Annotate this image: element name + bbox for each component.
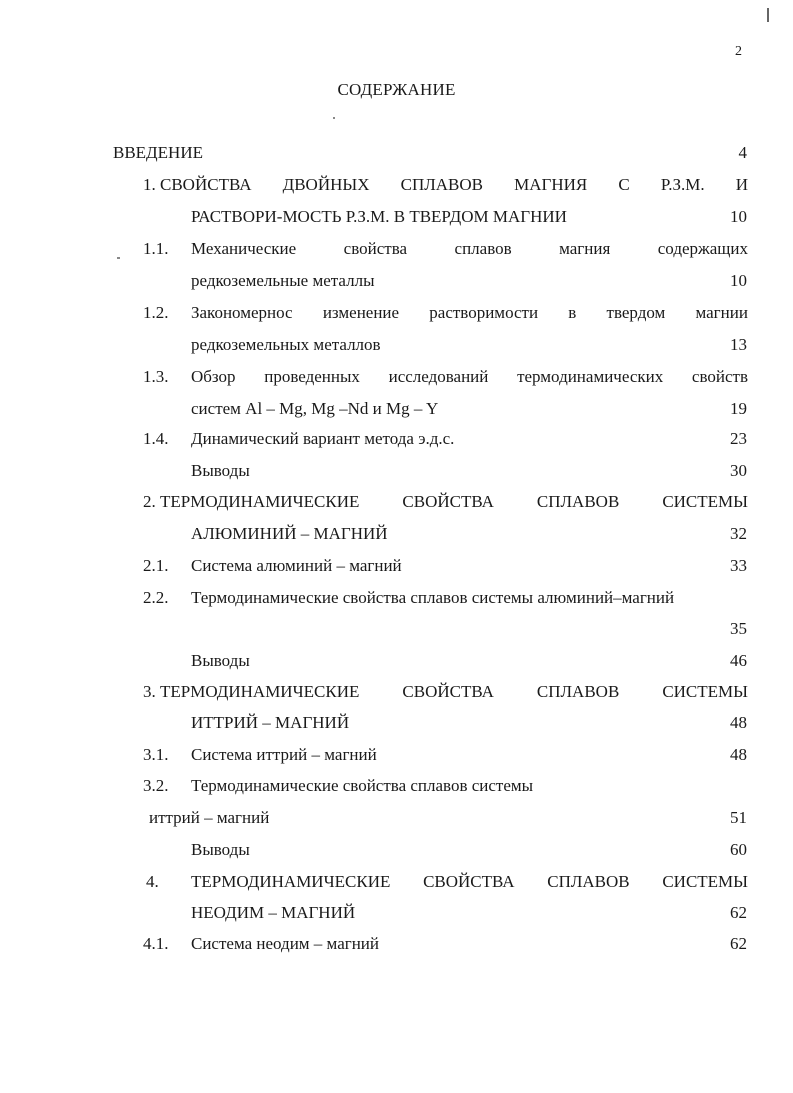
page-title: СОДЕРЖАНИЕ [337,80,456,99]
scan-speck [333,117,335,119]
toc-number-1-1: 1.1. [143,239,169,258]
toc-section-1-3-line2: систем Al – Mg, Mg –Nd и Mg – Y [191,399,439,418]
toc-chapter-4-line2: НЕОДИМ – МАГНИЙ [191,903,356,922]
toc-page-1-4: 23 [730,429,747,448]
toc-page-2-1: 33 [730,556,747,575]
toc-entry-intro: ВВЕДЕНИЕ [113,143,203,162]
toc-chapter-2-line2: АЛЮМИНИЙ – МАГНИЙ [191,524,388,543]
toc-conclusions-3: Выводы [191,840,250,859]
toc-number-2-1: 2.1. [143,556,169,575]
toc-page-3-1: 48 [730,745,747,764]
toc-number-1-2: 1.2. [143,303,169,322]
toc-page-conclusions-2: 46 [730,651,747,670]
toc-number-2-2: 2.2. [143,588,169,607]
toc-number-1-3: 1.3. [143,367,169,386]
toc-section-3-2-line2: иттрий – магний [149,808,270,827]
toc-page-chapter-3: 48 [730,713,747,732]
scan-mark [767,8,769,22]
toc-page-chapter-1: 10 [730,207,747,226]
toc-page-1-3: 19 [730,399,747,418]
page-number: 2 [735,44,742,59]
toc-conclusions-2: Выводы [191,651,250,670]
toc-page-chapter-4: 62 [730,903,747,922]
toc-chapter-1-line1: 1. СВОЙСТВА ДВОЙНЫХ СПЛАВОВ МАГНИЯ С Р.З.М. И [143,175,748,194]
toc-number-3-2: 3.2. [143,776,169,795]
toc-number-chapter-4: 4. [146,872,159,891]
toc-chapter-1-line2: РАСТВОРИ-МОСТЬ Р.З.М. В ТВЕРДОМ МАГНИИ [191,207,567,226]
toc-section-3-2-line1: Термодинамические свойства сплавов системы [191,776,534,795]
scan-speck [117,257,120,259]
toc-section-1-1-line2: редкоземельные металлы [191,271,375,290]
toc-page-2-2: 35 [730,619,747,638]
toc-number-4-1: 4.1. [143,934,169,953]
toc-number-1-4: 1.4. [143,429,169,448]
toc-page-conclusions-1: 30 [730,461,747,480]
toc-section-1-2-line2: редкоземельных металлов [191,335,381,354]
toc-page-1-1: 10 [730,271,747,290]
toc-page-3-2: 51 [730,808,747,827]
toc-conclusions-1: Выводы [191,461,250,480]
toc-page-1-2: 13 [730,335,747,354]
toc-number-3-1: 3.1. [143,745,169,764]
toc-section-1-1-line1: Механические свойства сплавов магния содержащих [191,239,748,258]
toc-chapter-3-line2: ИТТРИЙ – МАГНИЙ [191,713,350,732]
toc-chapter-2-line1: 2. ТЕРМОДИНАМИЧЕСКИЕ СВОЙСТВА СПЛАВОВ СИСТЕМЫ [143,492,748,511]
toc-section-1-4: Динамический вариант метода э.д.с. [191,429,455,448]
toc-chapter-4-line1: ТЕРМОДИНАМИЧЕСКИЕ СВОЙСТВА СПЛАВОВ СИСТЕМЫ [191,872,748,891]
toc-page-4-1: 62 [730,934,747,953]
toc-section-1-3-line1: Обзор проведенных исследований термодинамических свойств [191,367,748,386]
toc-page-chapter-2: 32 [730,524,747,543]
toc-page-intro: 4 [738,143,747,162]
toc-section-2-2: Термодинамические свойства сплавов системы алюминий–магний [191,588,675,607]
toc-page-conclusions-3: 60 [730,840,747,859]
toc-section-2-1: Система алюминий – магний [191,556,402,575]
toc-section-3-1: Система иттрий – магний [191,745,377,764]
toc-section-1-2-line1: Закономернос изменение растворимости в твердом магнии [191,303,748,322]
toc-section-4-1: Система неодим – магний [191,934,380,953]
toc-chapter-3-line1: 3. ТЕРМОДИНАМИЧЕСКИЕ СВОЙСТВА СПЛАВОВ СИСТЕМЫ [143,682,748,701]
